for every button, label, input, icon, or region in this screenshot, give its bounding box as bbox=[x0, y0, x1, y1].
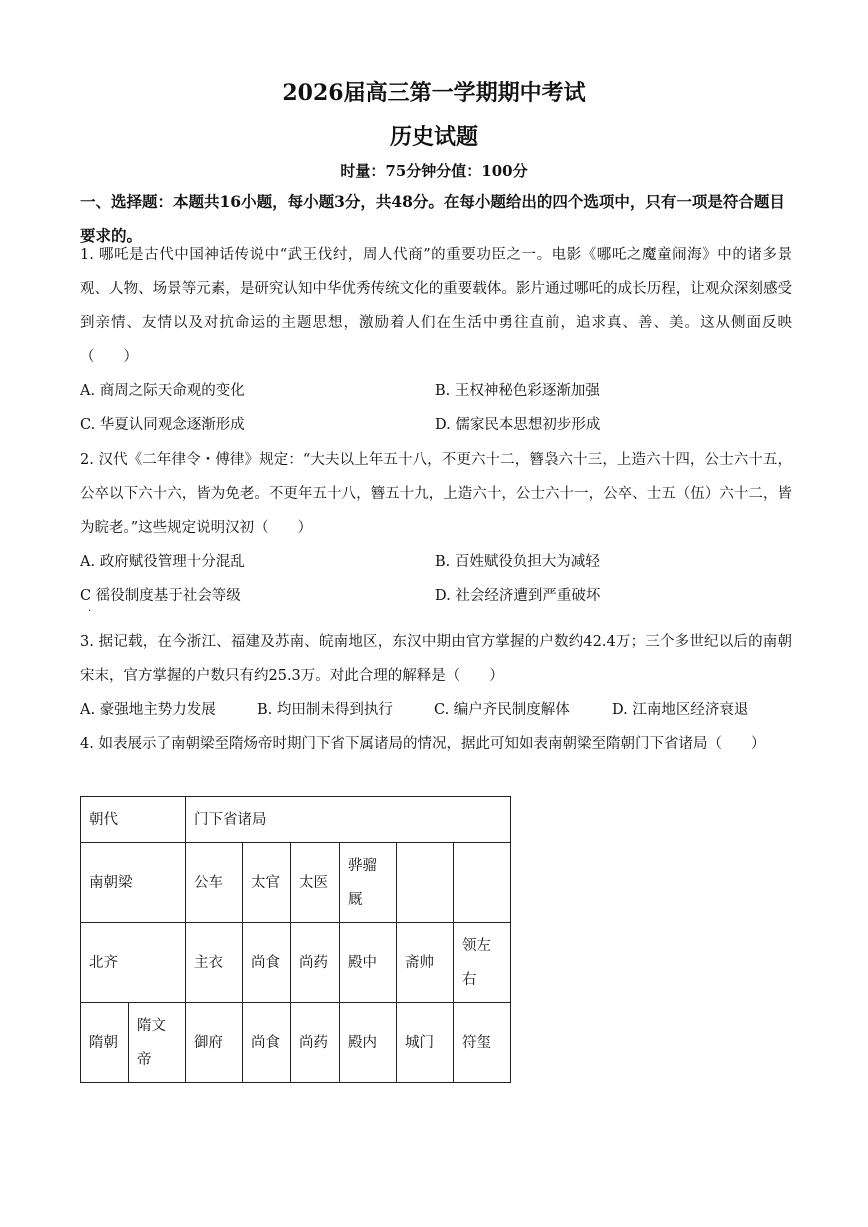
question-2-option-a[interactable]: A. 政府赋役管理十分混乱 bbox=[80, 554, 245, 570]
table-cell: 殿内 bbox=[340, 1003, 397, 1083]
table-row bbox=[81, 843, 511, 923]
question-2-options-row-2 bbox=[80, 579, 792, 613]
question-3-option-c[interactable]: C. 编户齐民制度解体 bbox=[434, 702, 570, 718]
table-cell: 尚食 bbox=[243, 1003, 291, 1083]
table-cell-emperor: 隋文帝 bbox=[129, 1003, 186, 1083]
table-cell: 殿中 bbox=[340, 923, 397, 1003]
table-cell: 城门 bbox=[397, 1003, 454, 1083]
exam-meta: 时量：75分钟分值：100分 bbox=[340, 162, 528, 180]
table-cell: 主衣 bbox=[186, 923, 243, 1003]
question-3-option-b[interactable]: B. 均田制未得到执行 bbox=[257, 702, 393, 718]
question-1-options-row-1 bbox=[80, 374, 792, 408]
question-1-option-d[interactable]: D. 儒家民本思想初步形成 bbox=[435, 417, 601, 433]
question-4-stem: 4. 如表展示了南朝梁至隋炀帝时期门下省下属诸局的情况，据此可知如表南朝梁至隋朝门下省诸局（ ） bbox=[80, 736, 766, 752]
table-cell: 尚食 bbox=[243, 923, 291, 1003]
table-cell: 太官 bbox=[243, 843, 291, 923]
question-1-option-b[interactable]: B. 王权神秘色彩逐渐加强 bbox=[435, 383, 600, 399]
question-2-option-d[interactable]: D. 社会经济遭到严重破坏 bbox=[435, 588, 601, 604]
table-cell bbox=[454, 843, 511, 923]
table-cell: 公车 bbox=[186, 843, 243, 923]
exam-subtitle: 历史试题 bbox=[389, 124, 478, 150]
table-cell-dynasty: 北齐 bbox=[81, 923, 186, 1003]
table-cell: 尚药 bbox=[291, 1003, 340, 1083]
question-3-options-row bbox=[80, 693, 792, 727]
question-1-stem: 1. 哪吒是古代中国神话传说中“武王伐纣，周人代商”的重要功臣之一。电影《哪吒之魔童闹海》中的诸多景观、人物、场景等元素，是研究认知中华优秀传统文化的重要载体。影片通过哪吒的成长历程，让观众深刻感受到亲情、友情以及对抗命运的主题思想，激励着人们在生活中勇往直前，追求真、善、美。这从侧面反映（ ） bbox=[80, 247, 792, 365]
table-header-dynasty: 朝代 bbox=[81, 797, 186, 843]
table-cell: 斋帅 bbox=[397, 923, 454, 1003]
exam-title: 2026届高三第一学期期中考试 bbox=[282, 80, 586, 106]
question-1-options-row-2 bbox=[80, 408, 792, 442]
table-row bbox=[81, 923, 511, 1003]
question-3-option-a[interactable]: A. 豪强地主势力发展 bbox=[80, 702, 216, 718]
question-1-option-a[interactable]: A. 商周之际天命观的变化 bbox=[80, 383, 245, 399]
question-1-option-c[interactable]: C. 华夏认同观念逐渐形成 bbox=[80, 417, 245, 433]
table-cell-dynasty: 南朝梁 bbox=[81, 843, 186, 923]
question-3-stem: 3. 据记载，在今浙江、福建及苏南、皖南地区，东汉中期由官方掌握的户数约42.4万；三个多世纪以后的南朝宋末，官方掌握的户数只有约25.3万。对此合理的解释是（ ） bbox=[80, 634, 792, 684]
table-cell: 领左右 bbox=[454, 923, 511, 1003]
table-cell: 符玺 bbox=[454, 1003, 511, 1083]
table-cell: 骅骝厩 bbox=[340, 843, 397, 923]
bureaus-table bbox=[80, 796, 511, 1083]
question-2-option-c[interactable]: C 徭役制度基于社会等级 bbox=[80, 588, 241, 604]
stray-dot: · bbox=[88, 606, 92, 617]
question-2-options-row-1 bbox=[80, 545, 792, 579]
table-header-bureaus: 门下省诸局 bbox=[186, 797, 511, 843]
table-cell-dynasty: 隋朝 bbox=[81, 1003, 129, 1083]
question-3-option-d[interactable]: D. 江南地区经济衰退 bbox=[612, 702, 749, 718]
question-2-stem: 2. 汉代《二年律令・傅律》规定：“大夫以上年五十八，不更六十二，簪袅六十三，上造六十四，公士六十五，公卒以下六十六，皆为免老。不更年五十八，簪五十九，上造六十，公士六十一，公卒、士五（伍）六十二，皆为睆老。”这些规定说明汉初（ ） bbox=[80, 452, 792, 536]
table-row bbox=[81, 1003, 511, 1083]
section-heading: 一、选择题：本题共16小题，每小题3分，共48分。在每小题给出的四个选项中，只有一项是符合题目要求的。 bbox=[80, 192, 785, 245]
table-cell bbox=[397, 843, 454, 923]
table-cell: 太医 bbox=[291, 843, 340, 923]
table-cell: 尚药 bbox=[291, 923, 340, 1003]
table-cell: 御府 bbox=[186, 1003, 243, 1083]
table-header-row bbox=[81, 797, 511, 843]
question-2-option-b[interactable]: B. 百姓赋役负担大为减轻 bbox=[435, 554, 600, 570]
